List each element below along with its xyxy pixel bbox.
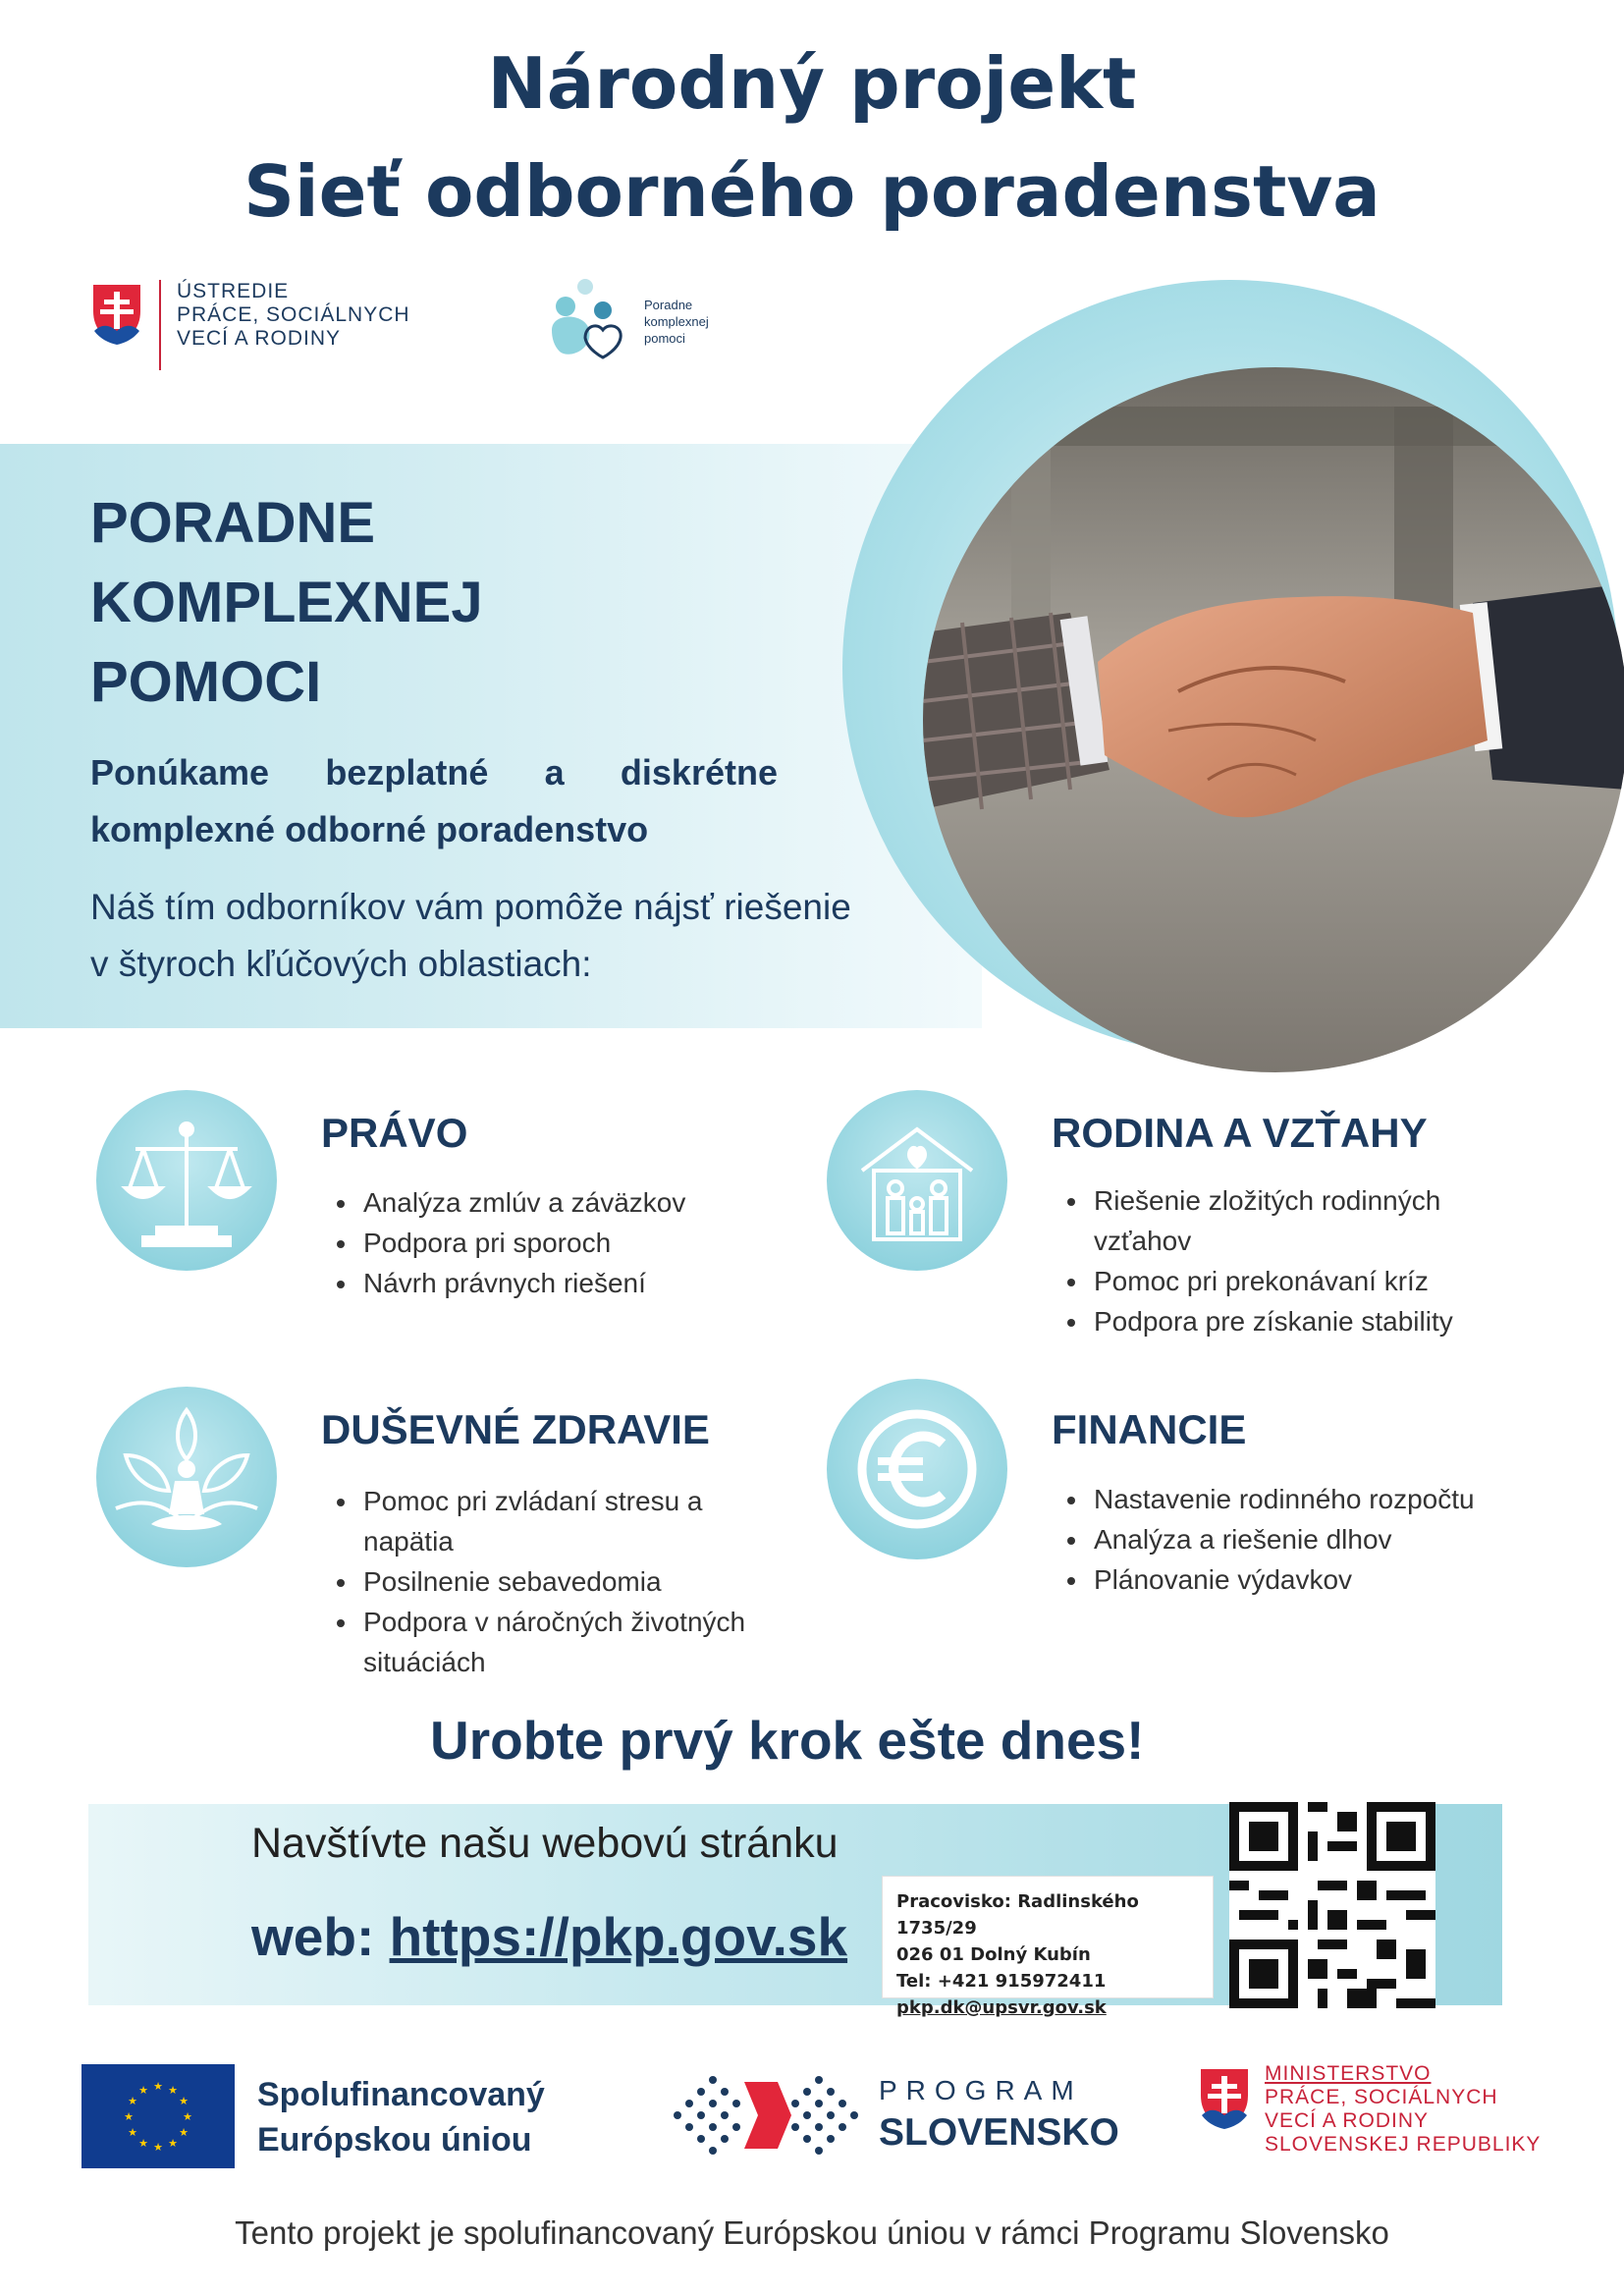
svg-text:★: ★: [179, 2095, 189, 2107]
service-title-rodina: RODINA A VZŤAHY: [1052, 1110, 1428, 1156]
list-item: • Podpora pri sporoch: [359, 1223, 791, 1263]
pkp-logo-name: [644, 297, 709, 347]
ministry-line-2: PRÁCE, SOCIÁLNYCH: [1265, 2086, 1498, 2108]
eu-stars-icon: [81, 2064, 235, 2168]
handshake-photo: [923, 367, 1624, 1072]
svg-text:★: ★: [124, 2110, 134, 2123]
service-title-pravo: PRÁVO: [321, 1110, 468, 1156]
pkp-line-3: pomoci: [644, 331, 685, 346]
scales-icon: [96, 1090, 277, 1271]
ministry-line-1: MINISTERSTVO: [1265, 2062, 1432, 2085]
list-item: • Plánovanie výdavkov: [1090, 1559, 1522, 1600]
svg-text:★: ★: [183, 2110, 192, 2123]
list-item: • Pomoc pri prekonávaní kríz: [1090, 1261, 1522, 1301]
program-slovensko-dots-icon: [668, 2062, 860, 2168]
slovensko-label: SLOVENSKO: [879, 2111, 1119, 2154]
eu-line-2: Európskou úniou: [257, 2121, 532, 2158]
page-title: [0, 29, 1624, 246]
program-label: PROGRAM: [879, 2075, 1083, 2105]
office-phone: Tel: +421 915972411: [896, 1971, 1107, 1992]
hero-heading: [90, 483, 483, 722]
list-item: • Nastavenie rodinného rozpočtu: [1090, 1479, 1522, 1519]
title-line-2: Sieť odborného poradenstva: [244, 150, 1380, 233]
qr-code-icon: [1229, 1802, 1435, 2008]
upsvr-line-1: ÚSTREDIE: [177, 280, 290, 302]
svg-text:★: ★: [179, 2126, 189, 2139]
pkp-heart-people-icon: [546, 275, 636, 365]
hero-heading-line-2: KOMPLEXNEJ: [90, 571, 483, 634]
ministry-name: [1265, 2062, 1541, 2157]
family-house-icon-graphic: [827, 1090, 1007, 1271]
ministry-logo: [1198, 2062, 1591, 2170]
service-list-financie: [1055, 1479, 1522, 1600]
list-item: • Analýza a riešenie dlhov: [1090, 1519, 1522, 1559]
svg-text:★: ★: [168, 2084, 178, 2097]
call-to-action: Urobte prvý krok ešte dnes!: [430, 1710, 1145, 1771]
list-item: • Pomoc pri zvládaní stresu a napätia: [359, 1481, 791, 1561]
svg-text:★: ★: [138, 2084, 148, 2097]
slovak-coat-of-arms-icon: [90, 282, 143, 347]
svg-text:★: ★: [128, 2126, 137, 2139]
upsvr-line-3: VECÍ A RODINY: [177, 327, 342, 350]
service-list-rodina: [1055, 1180, 1522, 1341]
euro-coin-icon-graphic: [827, 1379, 1007, 1559]
title-line-1: Národný projekt: [487, 42, 1137, 125]
ministry-coat-of-arms-icon: [1198, 2066, 1251, 2131]
office-city: 026 01 Dolný Kubín: [896, 1944, 1091, 1965]
scales-icon-graphic: [96, 1090, 277, 1271]
pkp-logo: [546, 275, 762, 373]
qr-code[interactable]: [1229, 1802, 1435, 2008]
office-address: Pracovisko: Radlinského 1735/29: [896, 1891, 1139, 1939]
footer-note: Tento projekt je spolufinancovaný Európskou úniou v rámci Programu Slovensko: [235, 2214, 1389, 2251]
web-url-line: [251, 1905, 847, 1968]
svg-text:★: ★: [128, 2095, 137, 2107]
hero-body: Náš tím odborníkov vám pomôže nájsť riešenie v štyroch kľúčových oblastiach:: [90, 887, 851, 984]
eu-flag-icon: [81, 2064, 235, 2168]
svg-text:★: ★: [153, 2141, 163, 2154]
list-item: • Analýza zmlúv a záväzkov: [359, 1182, 791, 1223]
hero-heading-line-1: PORADNE: [90, 491, 376, 555]
list-item: • Podpora v náročných životných situáciách: [359, 1602, 791, 1682]
pkp-line-2: komplexnej: [644, 314, 709, 329]
ministry-line-4: SLOVENSKEJ REPUBLIKY: [1265, 2133, 1542, 2156]
service-list-dusevne-zdravie: [324, 1481, 791, 1682]
upsvr-line-2: PRÁCE, SOCIÁLNYCH: [177, 303, 410, 326]
eu-cofinanced-label: [257, 2072, 545, 2162]
hero-subheading: Ponúkame bezplatné a diskrétne komplexné odborné poradenstvo: [90, 752, 778, 849]
svg-text:★: ★: [153, 2080, 163, 2093]
program-slovensko-mark-icon: [668, 2062, 860, 2168]
pkp-line-1: Poradne: [644, 298, 693, 312]
svg-text:★: ★: [168, 2137, 178, 2150]
list-item: • Riešenie zložitých rodinných vzťahov: [1090, 1180, 1522, 1261]
service-list-pravo: [324, 1182, 791, 1303]
list-item: • Podpora pre získanie stability: [1090, 1301, 1522, 1341]
list-item: • Posilnenie sebavedomia: [359, 1561, 791, 1602]
web-intro: Navštívte našu webovú stránku: [251, 1820, 839, 1867]
family-house-icon: [827, 1090, 1007, 1271]
service-title-financie: FINANCIE: [1052, 1406, 1247, 1452]
service-title-dusevne-zdravie: DUŠEVNÉ ZDRAVIE: [321, 1406, 710, 1452]
logo-divider: [159, 280, 161, 370]
web-label: web:: [251, 1906, 390, 1967]
upsvr-logo: [90, 280, 444, 378]
meditation-lotus-icon: [96, 1387, 277, 1567]
website-link[interactable]: https://pkp.gov.sk: [389, 1906, 848, 1967]
list-item: • Návrh právnych riešení: [359, 1263, 791, 1303]
eu-line-1: Spolufinancovaný: [257, 2076, 545, 2113]
hero-heading-line-3: POMOCI: [90, 650, 322, 714]
ministry-line-3: VECÍ A RODINY: [1265, 2109, 1430, 2132]
office-address-card: [882, 1876, 1214, 2018]
handshake-icon: [923, 367, 1624, 1072]
meditation-lotus-icon-graphic: [96, 1387, 277, 1567]
office-email-link[interactable]: pkp.dk@upsvr.gov.sk: [896, 1997, 1107, 2018]
euro-coin-icon: [827, 1379, 1007, 1559]
upsvr-name: [177, 280, 410, 351]
svg-text:★: ★: [138, 2137, 148, 2150]
